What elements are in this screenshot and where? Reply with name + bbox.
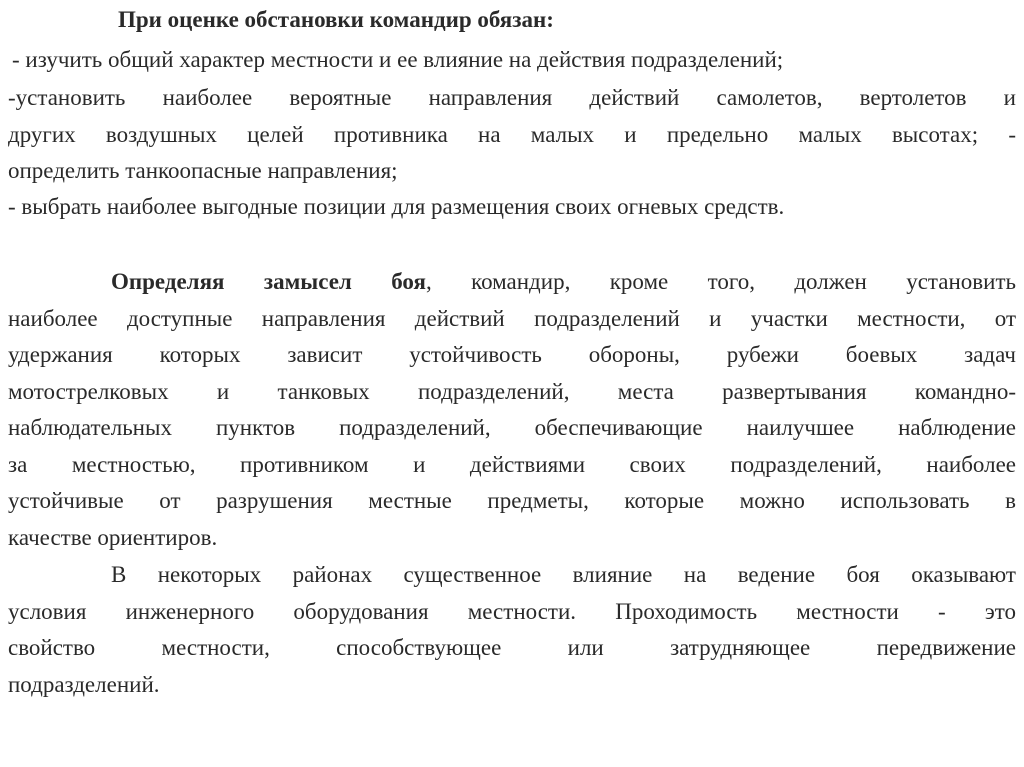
paragraph-concept-lead: Определяя замысел боя — [111, 269, 426, 294]
paragraph-concept-line-2: наиболее доступные направления действий подразделений и участки местности, от — [8, 305, 1016, 331]
duty-item-1: - изучить общий характер местности и ее влияние на действия подразделений; — [12, 47, 784, 72]
duty-item-2-line-2: других воздушных целей противника на малых и предельно малых высотах; - — [8, 122, 1016, 147]
paragraph-concept-line-3: удержания которых зависит устойчивость обороны, рубежи боевых задач — [8, 342, 1016, 367]
paragraph-concept — [8, 264, 1016, 556]
paragraph-terrain-line-3: свойство местности, способствующее или затрудняющее передвижение — [8, 635, 1016, 660]
heading: При оценке обстановки командир обязан: — [118, 7, 554, 32]
paragraph-concept-line-6: за местностью, противником и действиями своих подразделений, наиболее — [8, 451, 1016, 477]
paragraph-concept-line-7: устойчивые от разрушения местные предметы, которые можно использовать в — [8, 488, 1016, 513]
paragraph-terrain — [8, 557, 1016, 703]
duty-item-2-line-1: -установить наиболее вероятные направления действий самолетов, вертолетов и — [8, 85, 1016, 110]
paragraph-terrain-line-2: условия инженерного оборудования местности. Проходимость местности - это — [8, 598, 1016, 624]
paragraph-concept-line-5: наблюдательных пунктов подразделений, обеспечивающие наилучшее наблюдение — [8, 415, 1016, 440]
paragraph-concept-line-1: Определяя замысел боя, командир, кроме того, должен установить — [111, 269, 1016, 294]
paragraph-terrain-line-4: подразделений. — [8, 671, 160, 697]
duty-item-4: - выбрать наиболее выгодные позиции для размещения своих огневых средств. — [8, 194, 785, 219]
paragraph-concept-line-8: качестве ориентиров. — [8, 524, 218, 550]
paragraph-terrain-line-1: В некоторых районах существенное влияние на ведение боя оказывают — [111, 562, 1016, 587]
paragraph-concept-line-4: мотострелковых и танковых подразделений, места развертывания командно- — [8, 378, 1016, 404]
duty-item-3: определить танкоопасные направления; — [8, 158, 398, 183]
